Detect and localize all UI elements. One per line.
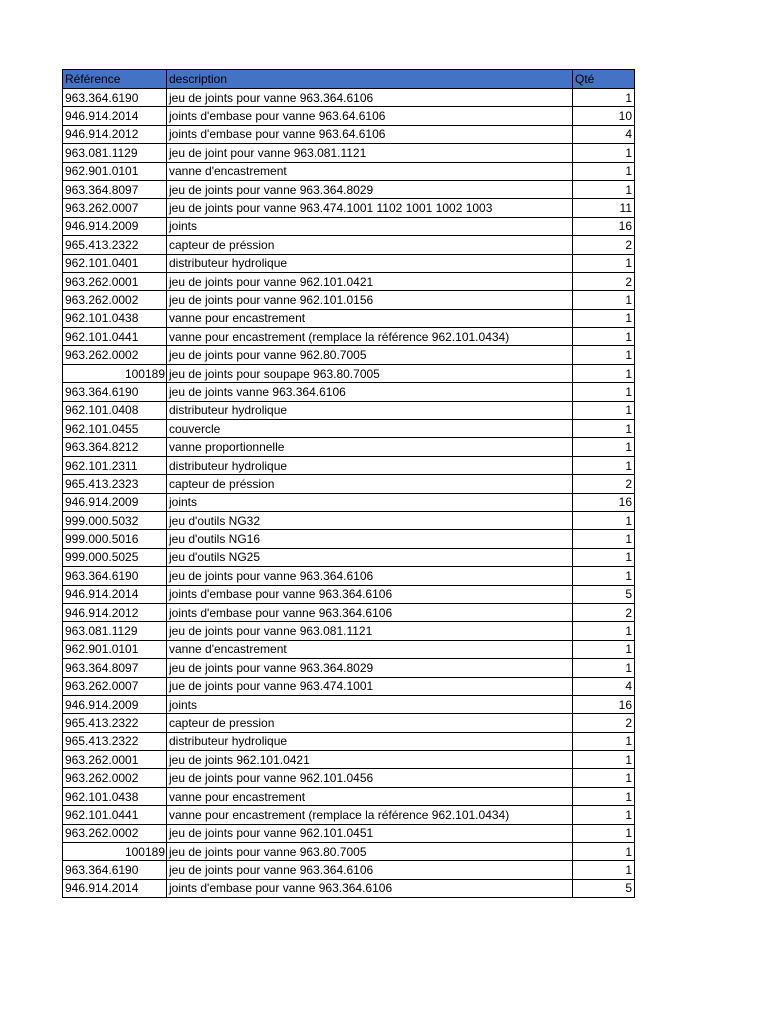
quantity-cell: 2 — [573, 236, 635, 254]
reference-cell: 963.262.0002 — [63, 346, 167, 364]
quantity-cell: 1 — [573, 843, 635, 861]
table-row — [63, 548, 635, 566]
table-row — [63, 199, 635, 217]
reference-cell: 962.101.2311 — [63, 456, 167, 474]
table-row — [63, 180, 635, 198]
reference-cell: 946.914.2009 — [63, 493, 167, 511]
table-row — [63, 236, 635, 254]
description-cell: distributeur hydrolique — [167, 401, 573, 419]
table-row — [63, 824, 635, 842]
quantity-cell: 1 — [573, 346, 635, 364]
quantity-cell: 1 — [573, 180, 635, 198]
table-row — [63, 603, 635, 621]
quantity-cell: 11 — [573, 199, 635, 217]
description-cell: joints d'embase pour vanne 963.64.6106 — [167, 107, 573, 125]
reference-cell: 965.413.2323 — [63, 475, 167, 493]
table-row — [63, 879, 635, 897]
table-row — [63, 475, 635, 493]
quantity-cell: 1 — [573, 751, 635, 769]
description-cell: joints — [167, 217, 573, 235]
reference-cell: 946.914.2014 — [63, 879, 167, 897]
quantity-cell: 1 — [573, 456, 635, 474]
description-cell: jeu de joints pour vanne 963.081.1121 — [167, 622, 573, 640]
quantity-cell: 1 — [573, 530, 635, 548]
description-cell: jeu de joints pour vanne 962.101.0451 — [167, 824, 573, 842]
description-cell: vanne pour encastrement (remplace la référence 962.101.0434) — [167, 806, 573, 824]
table-row — [63, 309, 635, 327]
reference-cell: 963.081.1129 — [63, 144, 167, 162]
reference-cell: 946.914.2012 — [63, 603, 167, 621]
table-row — [63, 346, 635, 364]
reference-cell: 100189 — [63, 364, 167, 382]
reference-cell: 963.081.1129 — [63, 622, 167, 640]
reference-cell: 946.914.2014 — [63, 585, 167, 603]
reference-cell: 946.914.2009 — [63, 217, 167, 235]
description-cell: joints d'embase pour vanne 963.364.6106 — [167, 879, 573, 897]
reference-cell: 963.364.8097 — [63, 180, 167, 198]
reference-cell: 946.914.2012 — [63, 125, 167, 143]
description-cell: jeu de joints pour vanne 962.101.0456 — [167, 769, 573, 787]
description-cell: jeu de joints pour vanne 963.364.8029 — [167, 180, 573, 198]
reference-cell: 963.262.0001 — [63, 272, 167, 290]
description-cell: vanne pour encastrement (remplace la référence 962.101.0434) — [167, 328, 573, 346]
quantity-cell: 1 — [573, 364, 635, 382]
quantity-cell: 1 — [573, 89, 635, 107]
description-cell: jeu de joints pour vanne 963.80.7005 — [167, 843, 573, 861]
description-cell: vanne pour encastrement — [167, 787, 573, 805]
parts-table — [62, 69, 635, 898]
quantity-cell: 1 — [573, 824, 635, 842]
quantity-cell: 2 — [573, 272, 635, 290]
table-header-row — [63, 70, 635, 89]
table-row — [63, 769, 635, 787]
column-header-quantity: Qté — [573, 70, 635, 89]
description-cell: joints — [167, 493, 573, 511]
description-cell: jeu de joints vanne 963.364.6106 — [167, 383, 573, 401]
description-cell: joints — [167, 695, 573, 713]
description-cell: jeu de joints pour vanne 963.364.6106 — [167, 861, 573, 879]
table-row — [63, 162, 635, 180]
table-row — [63, 843, 635, 861]
description-cell: jeu de joints pour soupape 963.80.7005 — [167, 364, 573, 382]
quantity-cell: 5 — [573, 879, 635, 897]
quantity-cell: 1 — [573, 806, 635, 824]
table-row — [63, 751, 635, 769]
quantity-cell: 1 — [573, 769, 635, 787]
reference-cell: 999.000.5016 — [63, 530, 167, 548]
reference-cell: 963.364.8212 — [63, 438, 167, 456]
reference-cell: 965.413.2322 — [63, 236, 167, 254]
quantity-cell: 1 — [573, 162, 635, 180]
quantity-cell: 1 — [573, 420, 635, 438]
quantity-cell: 1 — [573, 548, 635, 566]
quantity-cell: 1 — [573, 622, 635, 640]
table-row — [63, 787, 635, 805]
description-cell: capteur de préssion — [167, 236, 573, 254]
table-row — [63, 640, 635, 658]
reference-cell: 946.914.2009 — [63, 695, 167, 713]
reference-cell: 962.101.0441 — [63, 806, 167, 824]
reference-cell: 962.901.0101 — [63, 640, 167, 658]
quantity-cell: 4 — [573, 125, 635, 143]
quantity-cell: 5 — [573, 585, 635, 603]
table-row — [63, 364, 635, 382]
description-cell: joints d'embase pour vanne 963.64.6106 — [167, 125, 573, 143]
reference-cell: 962.101.0408 — [63, 401, 167, 419]
description-cell: capteur de pression — [167, 714, 573, 732]
reference-cell: 965.413.2322 — [63, 714, 167, 732]
table-row — [63, 456, 635, 474]
description-cell: jeu de joints pour vanne 963.364.6106 — [167, 89, 573, 107]
table-row — [63, 328, 635, 346]
description-cell: jue de joints pour vanne 963.474.1001 — [167, 677, 573, 695]
quantity-cell: 1 — [573, 144, 635, 162]
description-cell: distributeur hydrolique — [167, 732, 573, 750]
table-row — [63, 125, 635, 143]
reference-cell: 962.101.0455 — [63, 420, 167, 438]
description-cell: capteur de préssion — [167, 475, 573, 493]
table-row — [63, 861, 635, 879]
reference-cell: 999.000.5032 — [63, 511, 167, 529]
table-row — [63, 677, 635, 695]
table-row — [63, 585, 635, 603]
quantity-cell: 16 — [573, 695, 635, 713]
table-row — [63, 567, 635, 585]
table-row — [63, 530, 635, 548]
reference-cell: 963.262.0002 — [63, 769, 167, 787]
description-cell: distributeur hydrolique — [167, 254, 573, 272]
table-row — [63, 217, 635, 235]
reference-cell: 962.101.0438 — [63, 787, 167, 805]
reference-cell: 963.262.0002 — [63, 824, 167, 842]
reference-cell: 963.364.8097 — [63, 659, 167, 677]
reference-cell: 946.914.2014 — [63, 107, 167, 125]
table-row — [63, 89, 635, 107]
quantity-cell: 1 — [573, 659, 635, 677]
quantity-cell: 1 — [573, 640, 635, 658]
table-row — [63, 272, 635, 290]
quantity-cell: 1 — [573, 567, 635, 585]
table-row — [63, 622, 635, 640]
reference-cell: 962.901.0101 — [63, 162, 167, 180]
reference-cell: 999.000.5025 — [63, 548, 167, 566]
quantity-cell: 1 — [573, 383, 635, 401]
column-header-reference: Référence — [63, 70, 167, 89]
quantity-cell: 10 — [573, 107, 635, 125]
description-cell: jeu de joints pour vanne 962.101.0156 — [167, 291, 573, 309]
table-row — [63, 806, 635, 824]
reference-cell: 962.101.0401 — [63, 254, 167, 272]
table-row — [63, 383, 635, 401]
reference-cell: 963.364.6190 — [63, 383, 167, 401]
description-cell: jeu d'outils NG32 — [167, 511, 573, 529]
description-cell: jeu de joints pour vanne 963.364.6106 — [167, 567, 573, 585]
table-row — [63, 732, 635, 750]
description-cell: vanne proportionnelle — [167, 438, 573, 456]
quantity-cell: 4 — [573, 677, 635, 695]
description-cell: jeu de joints pour vanne 963.474.1001 1102 1001 1002 1003 — [167, 199, 573, 217]
table-row — [63, 695, 635, 713]
table-row — [63, 493, 635, 511]
description-cell: jeu de joints pour vanne 962.101.0421 — [167, 272, 573, 290]
description-cell: jeu de joints 962.101.0421 — [167, 751, 573, 769]
quantity-cell: 16 — [573, 493, 635, 511]
description-cell: couvercle — [167, 420, 573, 438]
description-cell: jeu de joints pour vanne 962.80.7005 — [167, 346, 573, 364]
quantity-cell: 1 — [573, 254, 635, 272]
reference-cell: 963.364.6190 — [63, 861, 167, 879]
table-row — [63, 714, 635, 732]
table-row — [63, 291, 635, 309]
table-row — [63, 420, 635, 438]
description-cell: joints d'embase pour vanne 963.364.6106 — [167, 603, 573, 621]
description-cell: distributeur hydrolique — [167, 456, 573, 474]
reference-cell: 963.262.0007 — [63, 677, 167, 695]
table-row — [63, 511, 635, 529]
reference-cell: 965.413.2322 — [63, 732, 167, 750]
reference-cell: 962.101.0438 — [63, 309, 167, 327]
reference-cell: 963.364.6190 — [63, 567, 167, 585]
table-row — [63, 438, 635, 456]
quantity-cell: 1 — [573, 511, 635, 529]
quantity-cell: 1 — [573, 328, 635, 346]
table-row — [63, 254, 635, 272]
quantity-cell: 1 — [573, 291, 635, 309]
reference-cell: 962.101.0441 — [63, 328, 167, 346]
description-cell: vanne d'encastrement — [167, 162, 573, 180]
description-cell: jeu de joints pour vanne 963.364.8029 — [167, 659, 573, 677]
table-body — [63, 89, 635, 898]
description-cell: joints d'embase pour vanne 963.364.6106 — [167, 585, 573, 603]
quantity-cell: 1 — [573, 309, 635, 327]
description-cell: vanne d'encastrement — [167, 640, 573, 658]
description-cell: jeu de joint pour vanne 963.081.1121 — [167, 144, 573, 162]
reference-cell: 963.262.0007 — [63, 199, 167, 217]
reference-cell: 963.262.0001 — [63, 751, 167, 769]
description-cell: jeu d'outils NG25 — [167, 548, 573, 566]
quantity-cell: 1 — [573, 401, 635, 419]
table-row — [63, 107, 635, 125]
quantity-cell: 1 — [573, 438, 635, 456]
description-cell: vanne pour encastrement — [167, 309, 573, 327]
reference-cell: 963.364.6190 — [63, 89, 167, 107]
quantity-cell: 2 — [573, 603, 635, 621]
table-row — [63, 659, 635, 677]
table-row — [63, 401, 635, 419]
quantity-cell: 1 — [573, 732, 635, 750]
quantity-cell: 1 — [573, 787, 635, 805]
quantity-cell: 16 — [573, 217, 635, 235]
column-header-description: description — [167, 70, 573, 89]
table-row — [63, 144, 635, 162]
reference-cell: 100189 — [63, 843, 167, 861]
quantity-cell: 1 — [573, 861, 635, 879]
quantity-cell: 2 — [573, 475, 635, 493]
description-cell: jeu d'outils NG16 — [167, 530, 573, 548]
reference-cell: 963.262.0002 — [63, 291, 167, 309]
quantity-cell: 2 — [573, 714, 635, 732]
